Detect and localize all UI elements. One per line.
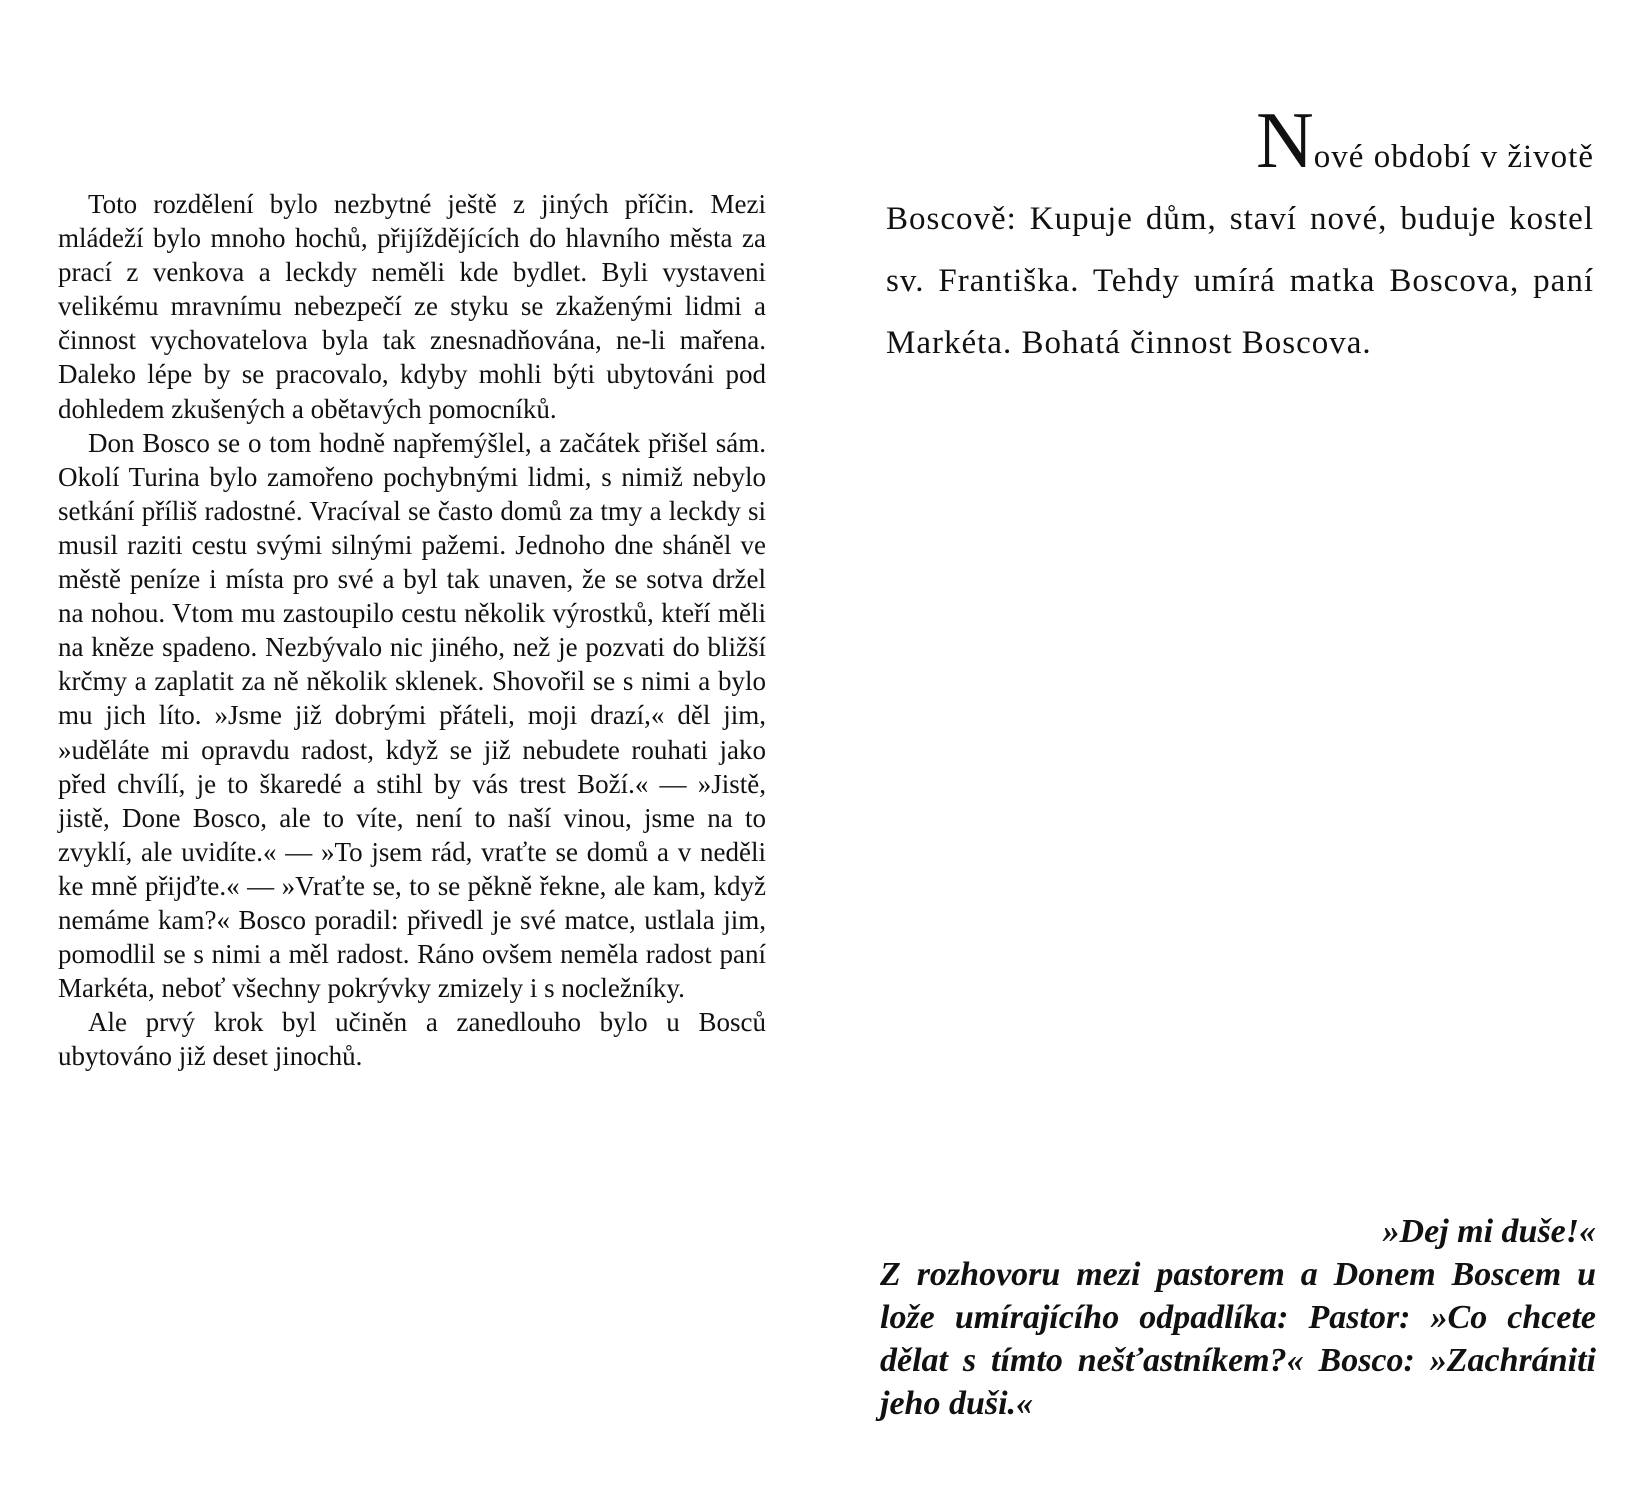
left-column-text: [58, 187, 766, 1073]
paragraph-3: Ale prvý krok byl učiněn a zanedlouho bylo u Bosců ubytováno již deset jinochů.: [58, 1007, 766, 1072]
summary-first-line: [886, 97, 1594, 188]
summary-first-line-text: ové období v životě: [1313, 139, 1594, 175]
summary-text: Boscově: Kupuje dům, staví nové, buduje kostel sv. Františka. Tehdy umírá matka Boscova, paní Markéta. Bohatá činnost Boscova.: [886, 201, 1594, 361]
paragraph-2: Don Bosco se o tom hodně napřemýšlel, a začátek přišel sám. Okolí Turina bylo zamořeno pochybnými lidmi, s nimiž nebylo setkání příliš radostné. Vracíval se často domů za tmy a leckdy si musil raziti cestu svými silnými pažemi. Jednoho dne sháněl ve městě peníze i místa pro své a byl tak unaven, že se sotva držel na nohou. Vtom mu zastoupilo cestu několik výrostků, kteří měli na kněze spadeno. Nezbývalo nic jiného, než je pozvati do bližší krčmy a zaplatit za ně několik sklenek. Shovořil se s nimi a bylo mu jich líto. »Jsme již dobrými přáteli, moji drazí,« děl jim, »uděláte mi opravdu radost, když se již nebudete rouhati jako před chvílí, je to škaredé a stihl by vás trest Boží.« — »Jistě, jistě, Done Bosco, ale to víte, není to naší vinou, jsme na to zvyklí, ale uvidíte.« — »To jsem rád, vraťte se domů a v neděli ke mně přijďte.« — »Vraťte se, to se pěkně řekne, ale kam, když nemáme kam?« Bosco poradil: přivedl je své matce, ustlala jim, pomodlil se s nimi a měl radost. Ráno ovšem neměla radost paní Markéta, neboť všechny pokrývky zmizely i s nocležníky.: [58, 427, 766, 1004]
quote-title: »Dej mi duše!«: [1382, 1213, 1596, 1250]
quote-text: Z rozhovoru mezi pastorem a Donem Boscem u lože umírajícího odpadlíka: Pastor: »Co chcete dělat s tímto nešťastníkem?« Bosco: »Zachrániti jeho duši.«: [880, 1256, 1596, 1422]
paragraph-1: Toto rozdělení bylo nezbytné ještě z jiných příčin. Mezi mládeží bylo mnoho hochů, přijíždějících do hlavního města za prací z venkova a leckdy neměli kde bydlet. Byli vystaveni velikému mravnímu nebezpečí ze styku se zkaženými lidmi a činnost vychovatelova byla tak znesnadňována, ne-li mařena. Daleko lépe by se pracovalo, kdyby mohli býti ubytováni pod dohledem zkušených a obětavých pomocníků.: [58, 189, 766, 424]
chapter-summary: [886, 97, 1594, 374]
quote-block: [880, 1210, 1596, 1425]
drop-cap: N: [1256, 97, 1314, 185]
